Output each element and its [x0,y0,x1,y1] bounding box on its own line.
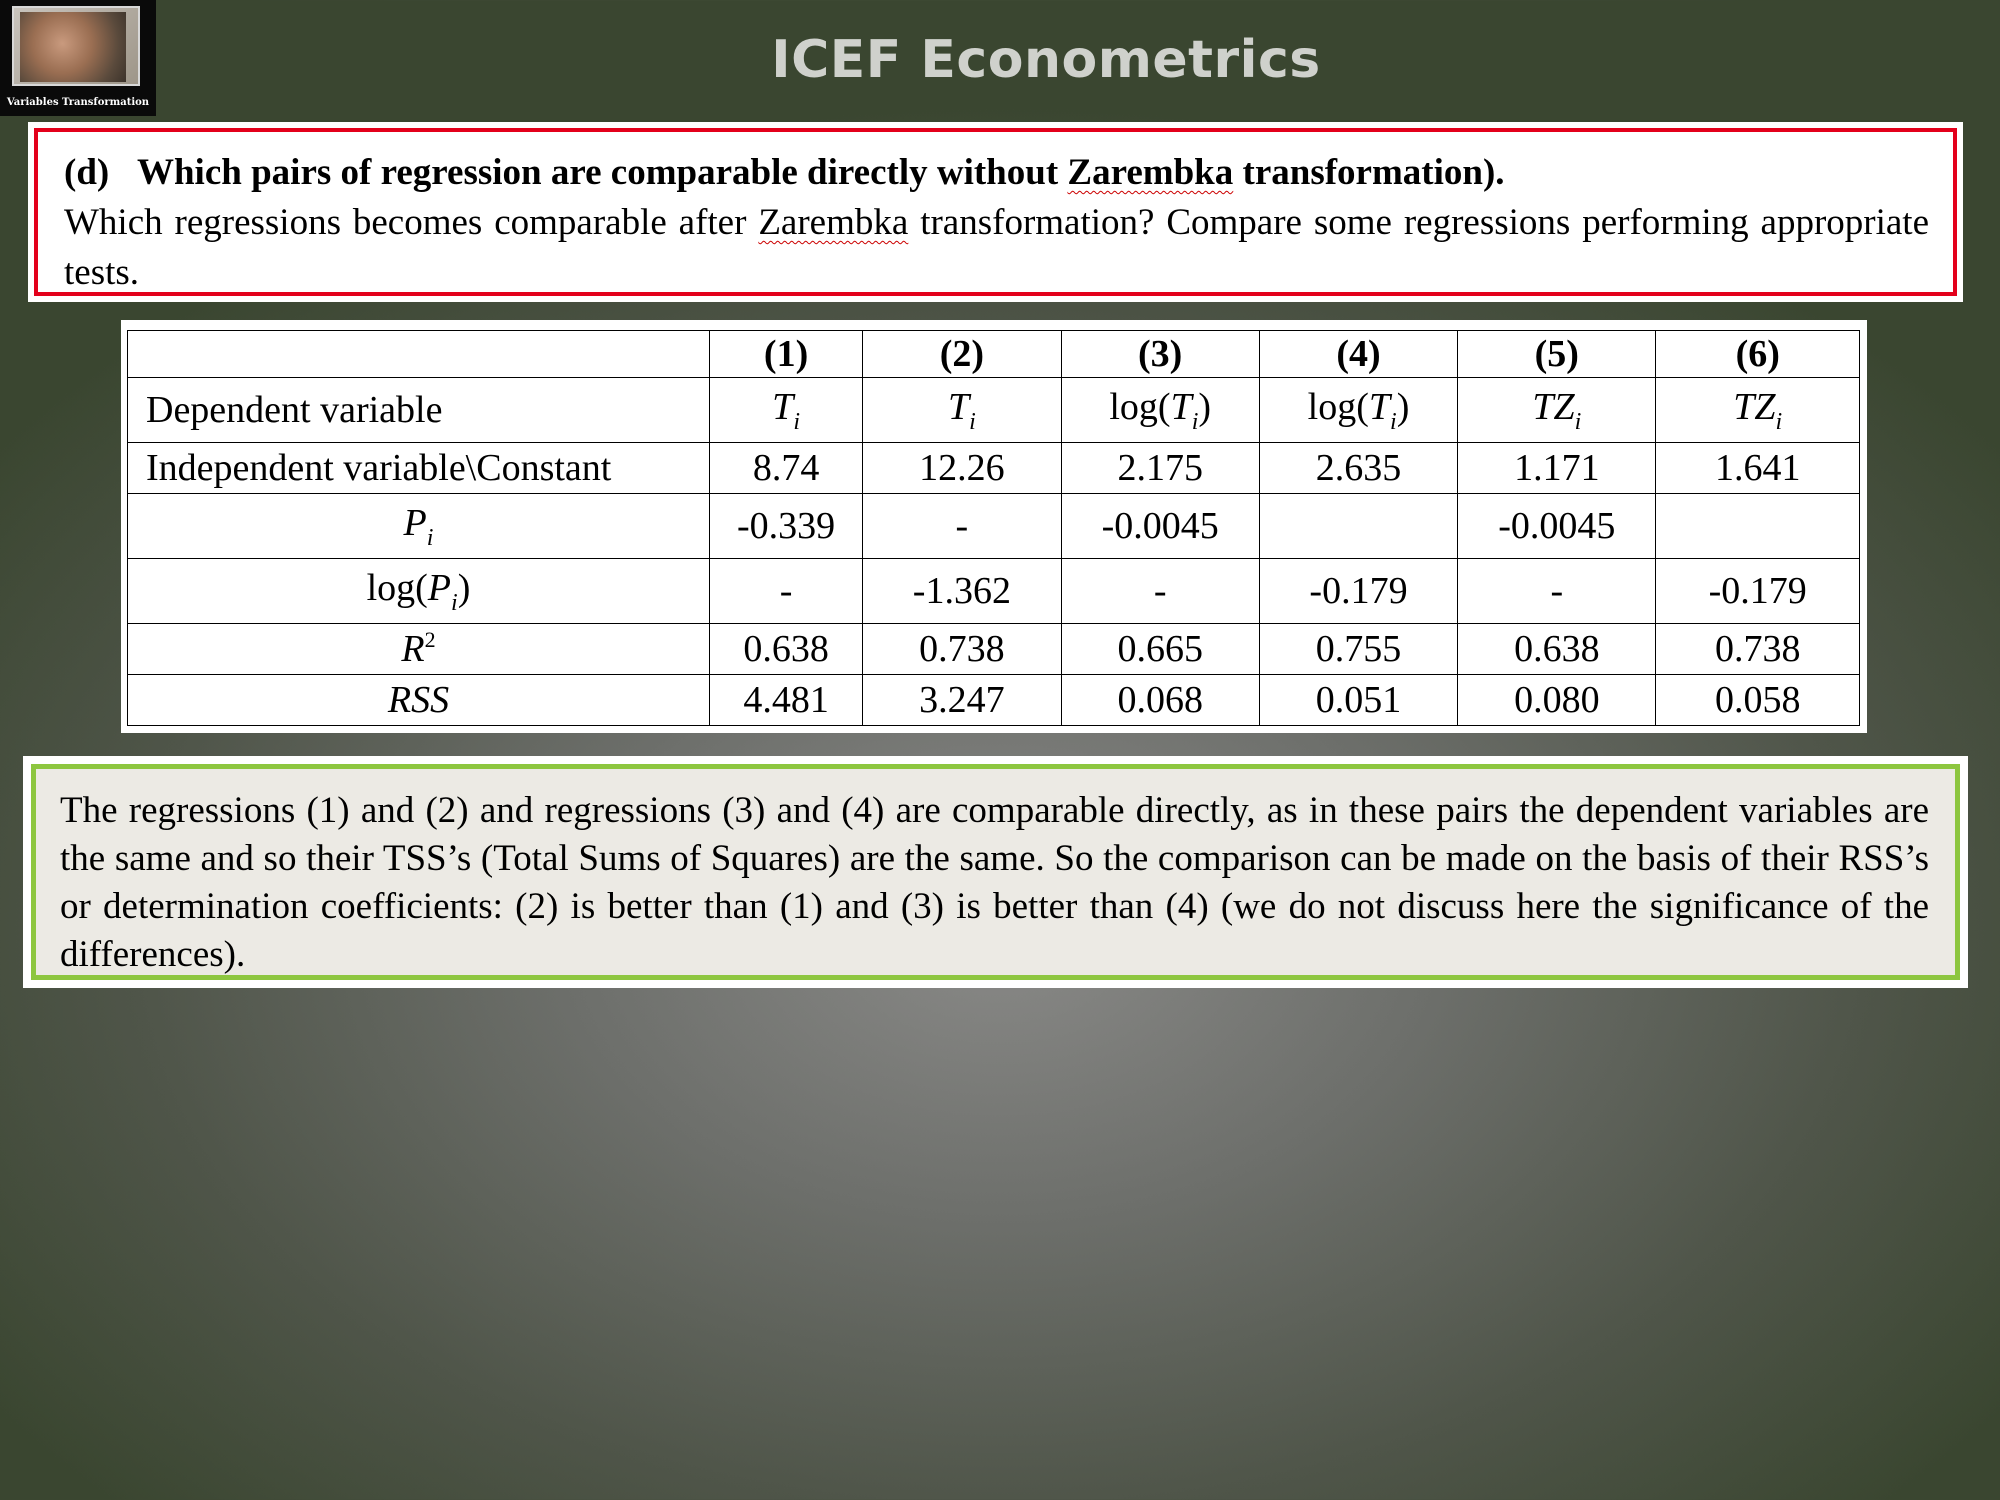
row-label: Dependent variable [128,378,710,443]
column-header: (4) [1259,331,1457,378]
table-cell: 0.638 [1458,624,1656,675]
answer-text: The regressions (1) and (2) and regressions (3) and (4) are comparable directly, as in these pairs the dependent variables are the same and so their TSS’s (Total Sums of Squares) are the same. So the comparison can be made on the basis of their RSS’s or determination coefficients: (2) is better than (1) and (3) is better than (4) (we do not discuss here the significance of the differences). [31,764,1960,980]
dependent-cell: $\log(T_i)$ [1061,378,1259,443]
table-cell: 0.738 [1656,624,1860,675]
rss-row [128,675,1860,726]
table-cell: 1.641 [1656,443,1860,494]
question-line1-end: transformation). [1242,152,1505,193]
table-cell: 0.665 [1061,624,1259,675]
table-cell [1259,494,1457,559]
table-cell: 3.247 [863,675,1061,726]
table-cell: 2.635 [1259,443,1457,494]
row-label: $\log(P_i)$ [128,559,710,624]
row-label: RSS [128,675,710,726]
column-header: (3) [1061,331,1259,378]
column-header: (1) [709,331,862,378]
table-cell: 1.171 [1458,443,1656,494]
table-cell: 0.051 [1259,675,1457,726]
slide-title: ICEF Econometrics [771,30,1321,90]
table-cell: - [709,559,862,624]
question-text [34,128,1957,296]
logo-caption: Variables Transformation [6,97,150,108]
table-cell: - [1458,559,1656,624]
row-label: $R^2$ [128,624,710,675]
table-cell: -1.362 [863,559,1061,624]
dependent-cell: $\log(T_i)$ [1259,378,1457,443]
corner-cell [128,331,710,378]
question-term-1: Zarembka [1067,152,1234,193]
question-line2: Which regressions becomes comparable after [64,202,747,243]
table-cell [1656,494,1860,559]
table-cell: -0.339 [709,494,862,559]
table-cell: - [863,494,1061,559]
column-header: (5) [1458,331,1656,378]
header-row [128,331,1860,378]
question-line1: Which pairs of regression are comparable directly without [136,152,1059,193]
table-cell: -0.179 [1656,559,1860,624]
dependent-cell: $T_i$ [709,378,862,443]
question-label: (d) [64,152,110,193]
table-cell: -0.0045 [1061,494,1259,559]
table-cell: 0.755 [1259,624,1457,675]
question-line2-end: transformation? Compare some regressions performing appropriate tests. [64,202,1930,293]
table-cell: 12.26 [863,443,1061,494]
table-cell: 0.080 [1458,675,1656,726]
table-cell: - [1061,559,1259,624]
r2-row [128,624,1860,675]
constant-row [128,443,1860,494]
table-cell: 2.175 [1061,443,1259,494]
table-cell: 4.481 [709,675,862,726]
table-cell: 0.638 [709,624,862,675]
logp-row [128,559,1860,624]
table-cell: 0.058 [1656,675,1860,726]
question-box [28,122,1963,302]
p-row [128,494,1860,559]
column-header: (6) [1656,331,1860,378]
table-cell: -0.0045 [1458,494,1656,559]
table-cell: 0.738 [863,624,1061,675]
regression-table [127,330,1860,726]
row-label: Independent variable\Constant [128,443,710,494]
table-cell: 8.74 [709,443,862,494]
dependent-cell: $T_i$ [863,378,1061,443]
regression-table-panel [121,320,1867,733]
dependent-row [128,378,1860,443]
question-term-2: Zarembka [758,202,909,243]
answer-box [23,756,1968,988]
table-cell: 0.068 [1061,675,1259,726]
dependent-cell: $TZ_i$ [1458,378,1656,443]
table-cell: -0.179 [1259,559,1457,624]
column-header: (2) [863,331,1061,378]
dependent-cell: $TZ_i$ [1656,378,1860,443]
row-label: $P_i$ [128,494,710,559]
